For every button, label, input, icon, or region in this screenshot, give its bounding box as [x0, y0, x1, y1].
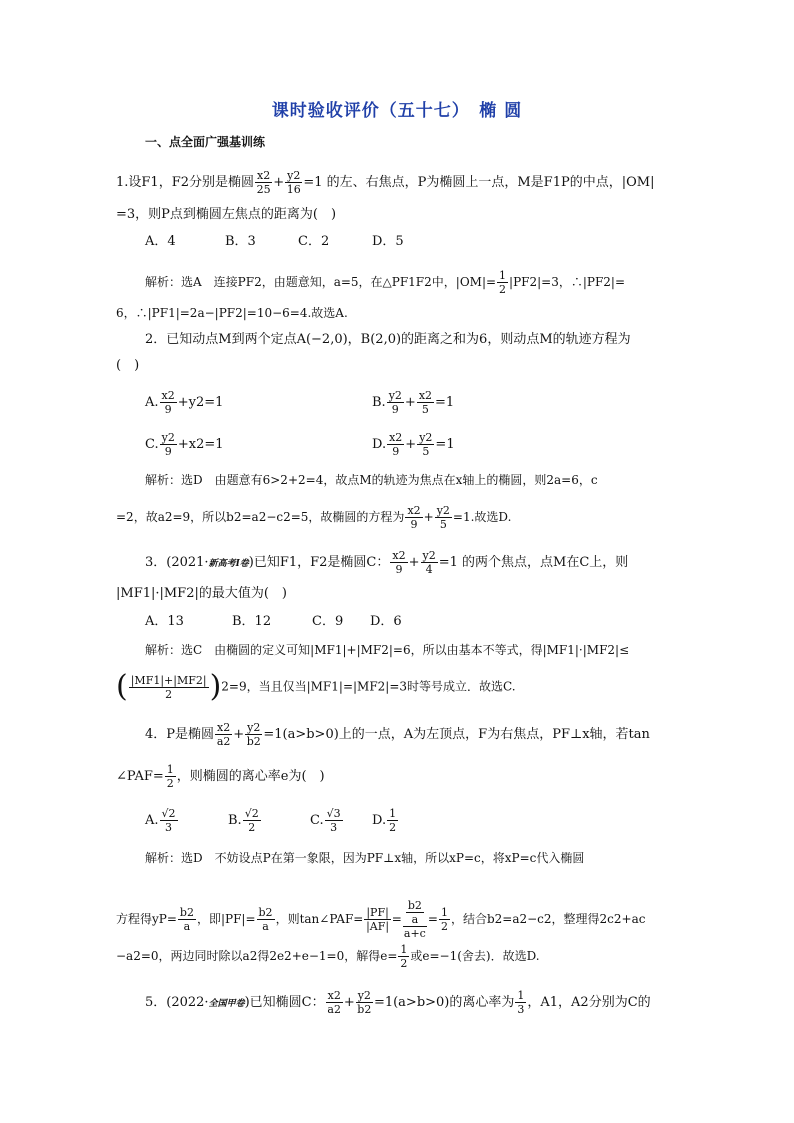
q3-option-a: A．13	[145, 614, 184, 629]
q2-option-a: A. $\frac{x2}{9}$ +y2=1	[145, 389, 224, 416]
q3-analysis-line1: 解析：选C 由椭圆的定义可知|MF1|+|MF2|=6，所以由基本不等式，得|MF1|·|MF2|≤	[145, 643, 630, 657]
fraction: $\frac{1}{2}$	[166, 763, 174, 790]
q4-analysis-line1: 解析：选D 不妨设点P在第一象限，因为PF⊥x轴，所以xP=c，将xP=c代入椭圆	[145, 851, 585, 865]
q2-stem-line1: 2．已知动点M到两个定点A(−2,0)，B(2,0)的距离之和为6，则动点M的轨迹方程为	[145, 332, 631, 347]
fraction: $\frac{√2}{3}$	[161, 807, 176, 834]
fraction: $\frac{y2}{16}$	[286, 169, 301, 196]
fraction: $\frac{y2}{9}$	[161, 431, 175, 458]
fraction: $\frac{y2}{b2}$	[246, 721, 261, 748]
fraction: $\frac{1}{3}$	[517, 989, 525, 1016]
q4-stem-line2: ∠PAF= $\frac{1}{2}$ ，则椭圆的离心率e为( )	[116, 763, 325, 790]
q2-analysis-line1: 解析：选D 由题意有6>2+2=4，故点M的轨迹为焦点在x轴上的椭圆，则2a=6，c	[145, 473, 598, 487]
fraction: $\frac{√3}{3}$	[326, 807, 341, 834]
q4-option-a: A. $\frac{√2}{3}$	[145, 807, 176, 834]
q3-analysis-line2: ( $\frac{|MF1|+|MF2|}{2}$ )2=9，当且仅当|MF1|=|MF2|=3时等号成立．故选C.	[116, 669, 516, 704]
q4-stem-line1: 4．P是椭圆 $\frac{x2}{a2}$ + $\frac{y2}{b2}$ =1(a>b>0)上的一点，A为左顶点，F为右焦点，PF⊥x轴，若tan	[145, 721, 650, 748]
q3-option-c: C．9	[312, 614, 344, 629]
q2-option-b: B. $\frac{y2}{9}$ + $\frac{x2}{5}$ =1	[372, 389, 455, 416]
q2-option-c: C. $\frac{y2}{9}$ +x2=1	[145, 431, 224, 458]
fraction: $\frac{|PF|}{|AF|}$	[366, 906, 390, 933]
q1-analysis-line2: 6，∴|PF1|=2a−|PF2|=10−6=4.故选A.	[116, 306, 348, 320]
fraction: $\frac{1}{2}$	[499, 269, 507, 296]
q5-stem-line1: 5．(2022·全国甲卷)已知椭圆C： $\frac{x2}{a2}$ + $\frac{y2}{b2}$ =1(a>b>0)的离心率为 $\frac{1}{3}$ ，A1，A2分别为C的	[145, 989, 651, 1016]
q4-option-d: D. $\frac{1}{2}$	[372, 807, 397, 834]
fraction: $\frac{y2}{9}$	[388, 389, 402, 416]
fraction: $\frac{1}{2}$	[389, 807, 397, 834]
q1-stem-line2: =3，则P点到椭圆左焦点的距离为( )	[116, 207, 337, 222]
q3-stem-line1: 3．(2021·新高考Ⅰ卷)已知F1，F2是椭圆C： $\frac{x2}{9}$ + $\frac{y2}{4}$ =1 的两个焦点，点M在C上，则	[145, 549, 629, 576]
q2-stem-line2: ( )	[116, 358, 140, 373]
q3-stem-line2: |MF1|·|MF2|的最大值为( )	[116, 586, 287, 601]
fraction: $\frac{x2}{25}$	[256, 169, 271, 196]
fraction: $\frac{y2}{b2}$	[357, 989, 372, 1016]
fraction: $\frac{√2}{2}$	[244, 807, 259, 834]
q3-option-b: B．12	[232, 614, 272, 629]
q3-option-d: D．6	[370, 614, 402, 629]
q1-stem-line1: 1.设F1，F2分别是椭圆 $\frac{x2}{25}$ + $\frac{y2}{16}$ =1 的左、右焦点，P为椭圆上一点，M是F1P的中点，|OM|	[116, 169, 655, 196]
q2-option-d: D. $\frac{x2}{9}$ + $\frac{y2}{5}$ =1	[372, 431, 455, 458]
q4-option-b: B. $\frac{√2}{2}$	[228, 807, 259, 834]
fraction: $\frac{b2}{a}$	[258, 906, 273, 933]
fraction: $\frac{x2}{9}$	[407, 504, 421, 531]
page-title: 课时验收评价（五十七） 椭 圆	[271, 101, 523, 121]
fraction: $\frac{y2}{5}$	[436, 504, 450, 531]
q1-option-c: C．2	[298, 234, 330, 249]
fraction: $\frac{1}{2}$	[400, 943, 408, 970]
q1-option-d: D．5	[372, 234, 404, 249]
fraction: $\frac{x2}{9}$	[161, 389, 175, 416]
fraction: $\frac{x2}{9}$	[389, 431, 403, 458]
fraction: $\frac{y2}{5}$	[419, 431, 433, 458]
fraction: $\frac{b2}{a}$	[179, 906, 194, 933]
q1-option-b: B．3	[225, 234, 256, 249]
source-label: 新高考Ⅰ卷	[208, 559, 249, 569]
source-label: 全国甲卷	[208, 999, 245, 1009]
q2-analysis-line2: =2，故a2=9，所以b2=a2−c2=5，故椭圆的方程为 $\frac{x2}{9}$ + $\frac{y2}{5}$ =1.故选D.	[116, 504, 512, 531]
fraction: $\frac{1}{2}$	[440, 906, 448, 933]
section-heading: 一、点全面广强基训练	[145, 135, 266, 149]
q4-analysis-line2: 方程得yP= $\frac{b2}{a}$ ，即|PF|= $\frac{b2}{a}$ ，则tan∠PAF= $\frac{|PF|}{|AF|}$ = $\frac{\frac{b2}{a}}{a+c}$ = $\frac{1}{2}$ ，结合b2=a2−c2，整理得2c2+ac	[116, 899, 646, 940]
q1-option-a: A．4	[145, 234, 176, 249]
fraction: $\frac{x2}{9}$	[392, 549, 406, 576]
fraction: $\frac{|MF1|+|MF2|}{2}$	[130, 673, 207, 701]
fraction: $\frac{x2}{5}$	[418, 389, 433, 416]
fraction: $\frac{y2}{4}$	[422, 549, 436, 576]
nested-fraction: $\frac{\frac{b2}{a}}{a+c}$	[403, 899, 426, 940]
q4-option-c: C. $\frac{√3}{3}$	[310, 807, 341, 834]
fraction: $\frac{x2}{a2}$	[216, 721, 231, 748]
q1-analysis-line1: 解析：选A 连接PF2，由题意知，a=5，在△PF1F2中，|OM|= $\frac{1}{2}$ |PF2|=3，∴|PF2|=	[145, 269, 626, 296]
fraction: $\frac{x2}{a2}$	[327, 989, 341, 1016]
q4-analysis-line3: −a2=0，两边同时除以a2得2e2+e−1=0，解得e= $\frac{1}{2}$ 或e=−1(舍去)．故选D.	[116, 943, 540, 970]
